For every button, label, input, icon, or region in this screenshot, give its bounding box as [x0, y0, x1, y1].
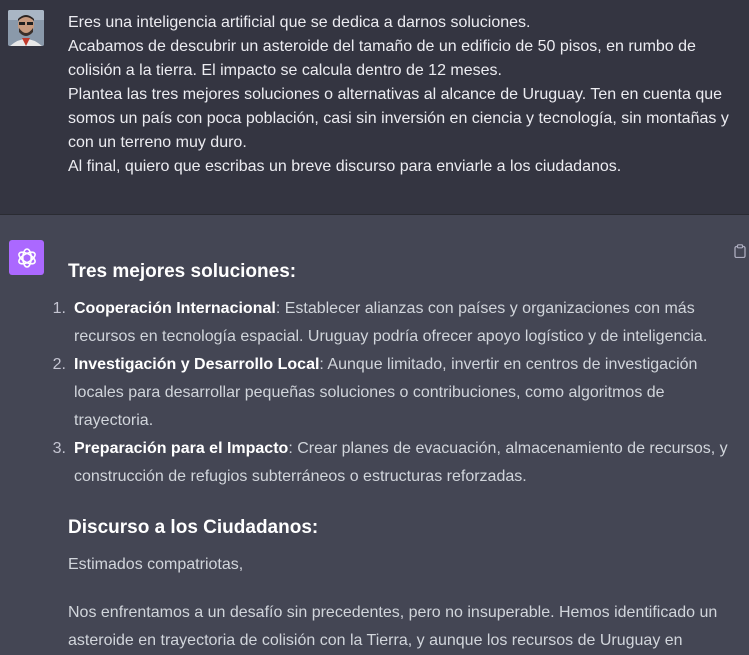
openai-logo-icon — [15, 246, 39, 270]
user-avatar — [8, 10, 44, 46]
user-message-text — [68, 11, 738, 179]
copy-button[interactable] — [733, 243, 747, 259]
list-item-body — [74, 351, 724, 435]
user-line: somos un país con poca población, casi sin inversión en ciencia y tecnología, sin montañas y — [68, 110, 729, 127]
clipboard-icon — [734, 244, 746, 258]
list-item-title: Investigación y Desarrollo Local — [74, 356, 320, 373]
list-item-body — [74, 435, 728, 491]
list-item-text: construcción de refugios subterráneos o estructuras reforzadas. — [74, 468, 527, 485]
speech-greeting: Estimados compatriotas, — [68, 556, 244, 573]
user-line: Acabamos de descubrir un asteroide del tamaño de un edificio de 50 pisos, en rumbo de — [68, 38, 696, 55]
list-item-text: recursos en tecnología espacial. Uruguay podría ofrecer apoyo logístico y de inteligencia. — [74, 328, 708, 345]
assistant-message — [0, 215, 749, 649]
user-line: con un terreno muy duro. — [68, 134, 247, 151]
user-line: Plantea las tres mejores soluciones o alternativas al alcance de Uruguay. Ten en cuenta que — [68, 86, 723, 103]
list-item-text: : Establecer alianzas con países y organizaciones con más — [275, 300, 695, 317]
list-item-body — [74, 295, 724, 351]
user-message — [0, 0, 749, 215]
list-item-text: locales para desarrollar pequeñas soluciones o contribuciones, como algoritmos de — [74, 384, 665, 401]
list-item-number: 3. — [52, 440, 66, 457]
user-avatar-icon — [8, 10, 44, 46]
list-item-text: : Aunque limitado, invertir en centros de investigación — [319, 356, 698, 373]
list-item-title: Preparación para el Impacto — [74, 440, 289, 457]
speech-heading: Discurso a los Ciudadanos: — [68, 517, 319, 538]
solutions-heading: Tres mejores soluciones: — [68, 261, 297, 282]
list-item-number: 2. — [52, 356, 66, 373]
list-item-text: : Crear planes de evacuación, almacenamiento de recursos, y — [288, 440, 728, 457]
user-line: colisión a la tierra. El impacto se calcula dentro de 12 meses. — [68, 62, 502, 79]
speech-line: asteroide en trayectoria de colisión con la Tierra, y aunque los recursos de Uruguay en — [68, 632, 683, 649]
list-item-title: Cooperación Internacional — [74, 300, 276, 317]
list-item-number: 1. — [52, 300, 66, 317]
user-line: Eres una inteligencia artificial que se dedica a darnos soluciones. — [68, 14, 531, 31]
user-line: Al final, quiero que escribas un breve discurso para enviarle a los ciudadanos. — [68, 158, 622, 175]
assistant-avatar — [9, 240, 44, 275]
speech-paragraph — [68, 599, 738, 655]
speech-line: Nos enfrentamos a un desafío sin precedentes, pero no insuperable. Hemos identificado un — [68, 604, 718, 621]
list-item-text: trayectoria. — [74, 412, 154, 429]
